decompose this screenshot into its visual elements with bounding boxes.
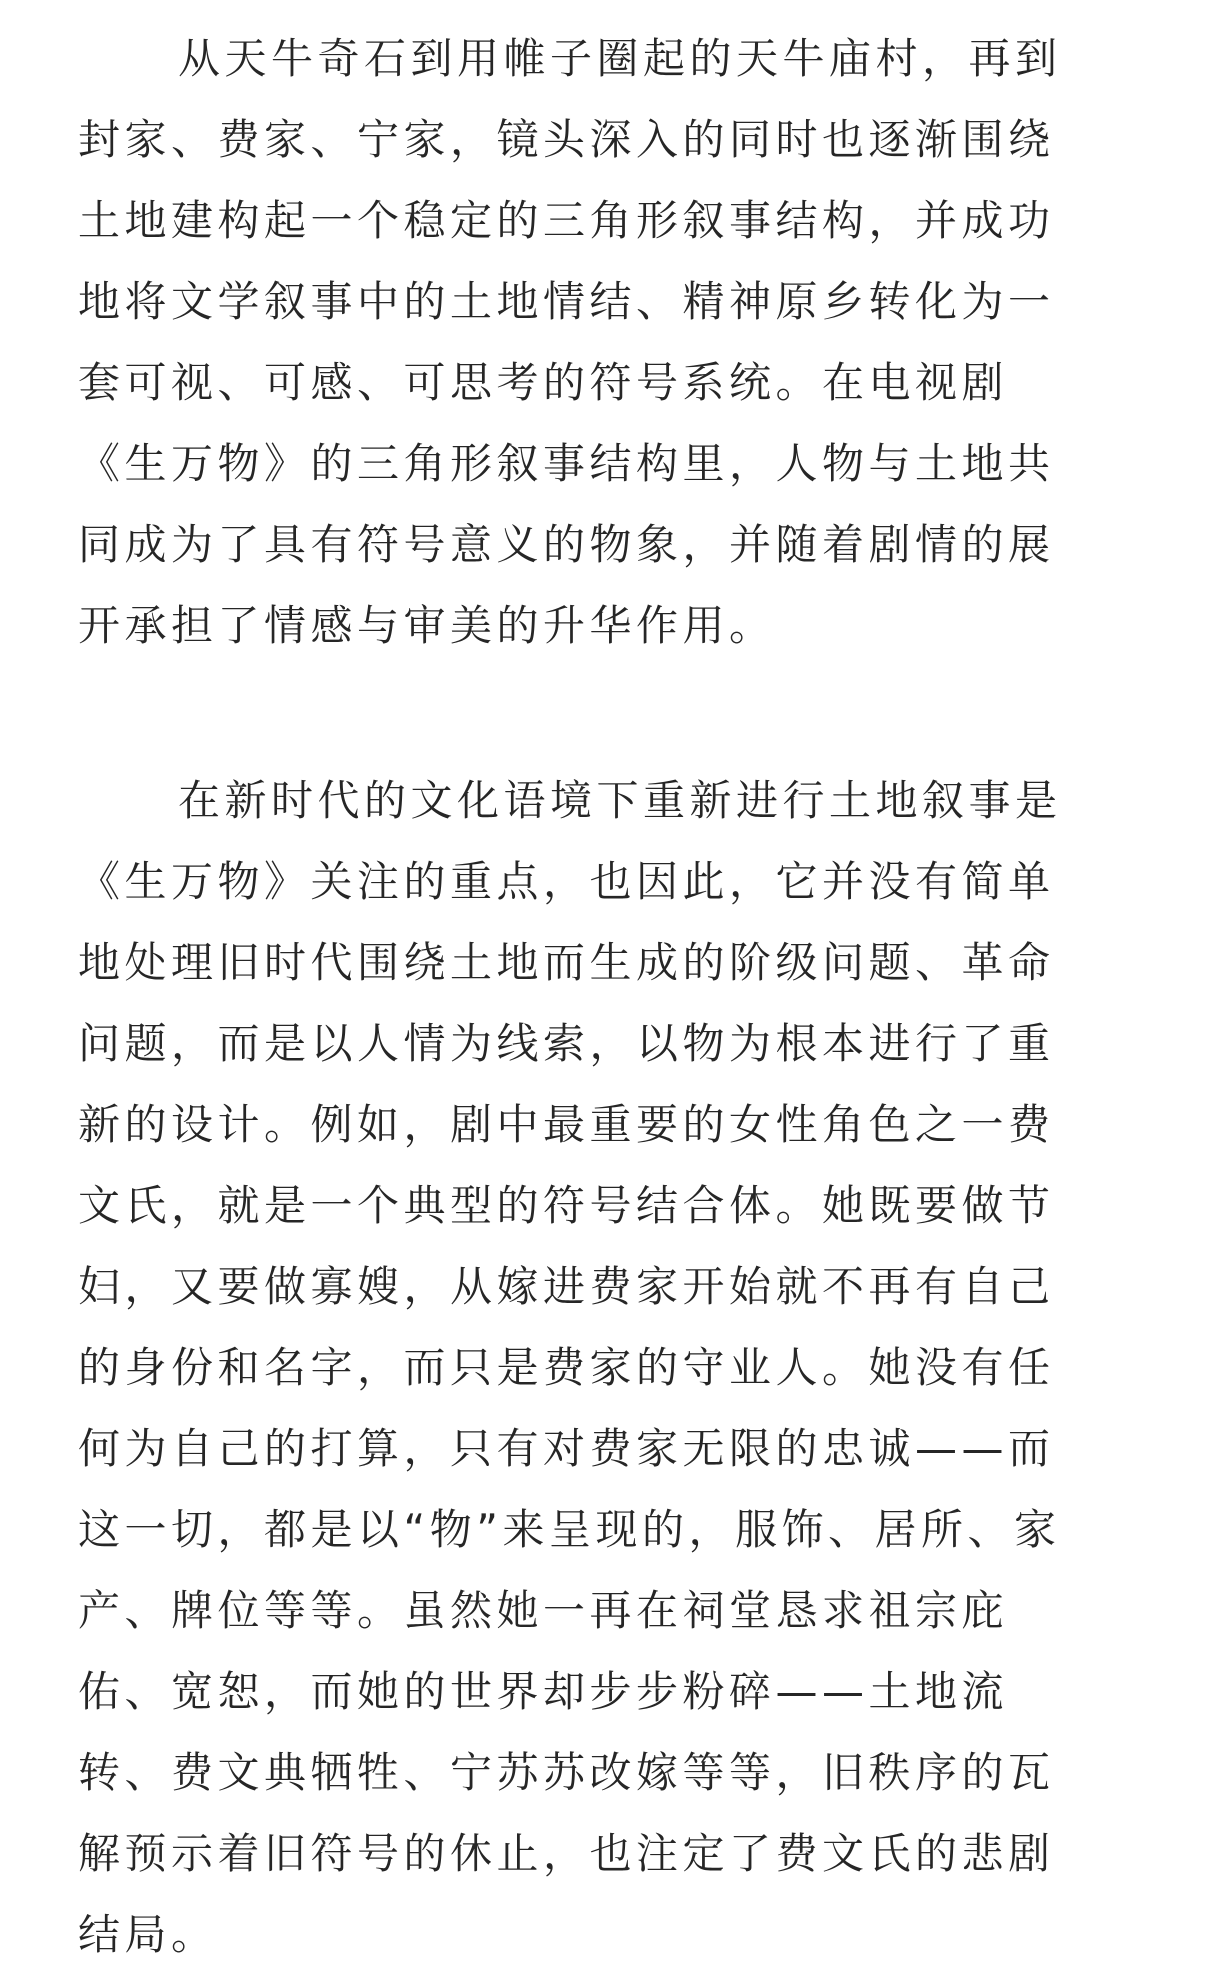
paragraph-line: 的身份和名字，而只是费家的守业人。她没有任 bbox=[78, 1343, 1055, 1392]
paragraph-line: 开承担了情感与审美的升华作用。 bbox=[78, 601, 776, 650]
article-body bbox=[78, 28, 1142, 1985]
paragraph-line: 地将文学叙事中的土地情结、精神原乡转化为一 bbox=[78, 277, 1055, 326]
paragraph-spacer bbox=[78, 676, 1142, 770]
paragraph-line: 在新时代的文化语境下重新进行土地叙事是 bbox=[178, 776, 1062, 825]
paragraph-line: 套可视、可感、可思考的符号系统。在电视剧 bbox=[78, 358, 1009, 407]
paragraph-line: 新的设计。例如，剧中最重要的女性角色之一费 bbox=[78, 1100, 1055, 1149]
paragraph-line: 土地建构起一个稳定的三角形叙事结构，并成功 bbox=[78, 196, 1055, 245]
paragraph-line: 妇，又要做寡嫂，从嫁进费家开始就不再有自己 bbox=[78, 1262, 1055, 1311]
paragraph-line: 地处理旧时代围绕土地而生成的阶级问题、革命 bbox=[78, 938, 1055, 987]
paragraph-line: 何为自己的打算，只有对费家无限的忠诚——而 bbox=[78, 1424, 1055, 1473]
paragraph-line: 这一切，都是以“物”来呈现的，服饰、居所、家 bbox=[78, 1505, 1061, 1554]
paragraph-line: 问题，而是以人情为线索，以物为根本进行了重 bbox=[78, 1019, 1055, 1068]
paragraph-line: 同成为了具有符号意义的物象，并随着剧情的展 bbox=[78, 520, 1055, 569]
paragraph-line: 封家、费家、宁家，镜头深入的同时也逐渐围绕 bbox=[78, 115, 1055, 164]
paragraph-line: 佑、宽恕，而她的世界却步步粉碎——土地流 bbox=[78, 1667, 1009, 1716]
paragraph-line: 《生万物》关注的重点，也因此，它并没有简单 bbox=[78, 857, 1055, 906]
paragraph-line: 从天牛奇石到用帷子圈起的天牛庙村，再到 bbox=[178, 34, 1062, 83]
paragraph-line: 文氏，就是一个典型的符号结合体。她既要做节 bbox=[78, 1181, 1055, 1230]
paragraph-1 bbox=[78, 28, 1142, 657]
paragraph-line: 结局。 bbox=[78, 1910, 218, 1959]
paragraph-line: 《生万物》的三角形叙事结构里，人物与土地共 bbox=[78, 439, 1055, 488]
paragraph-line: 解预示着旧符号的休止，也注定了费文氏的悲剧 bbox=[78, 1829, 1055, 1878]
paragraph-line: 转、费文典牺牲、宁苏苏改嫁等等，旧秩序的瓦 bbox=[78, 1748, 1055, 1797]
paragraph-line: 产、牌位等等。虽然她一再在祠堂恳求祖宗庇 bbox=[78, 1586, 1009, 1635]
paragraph-2 bbox=[78, 770, 1142, 1966]
